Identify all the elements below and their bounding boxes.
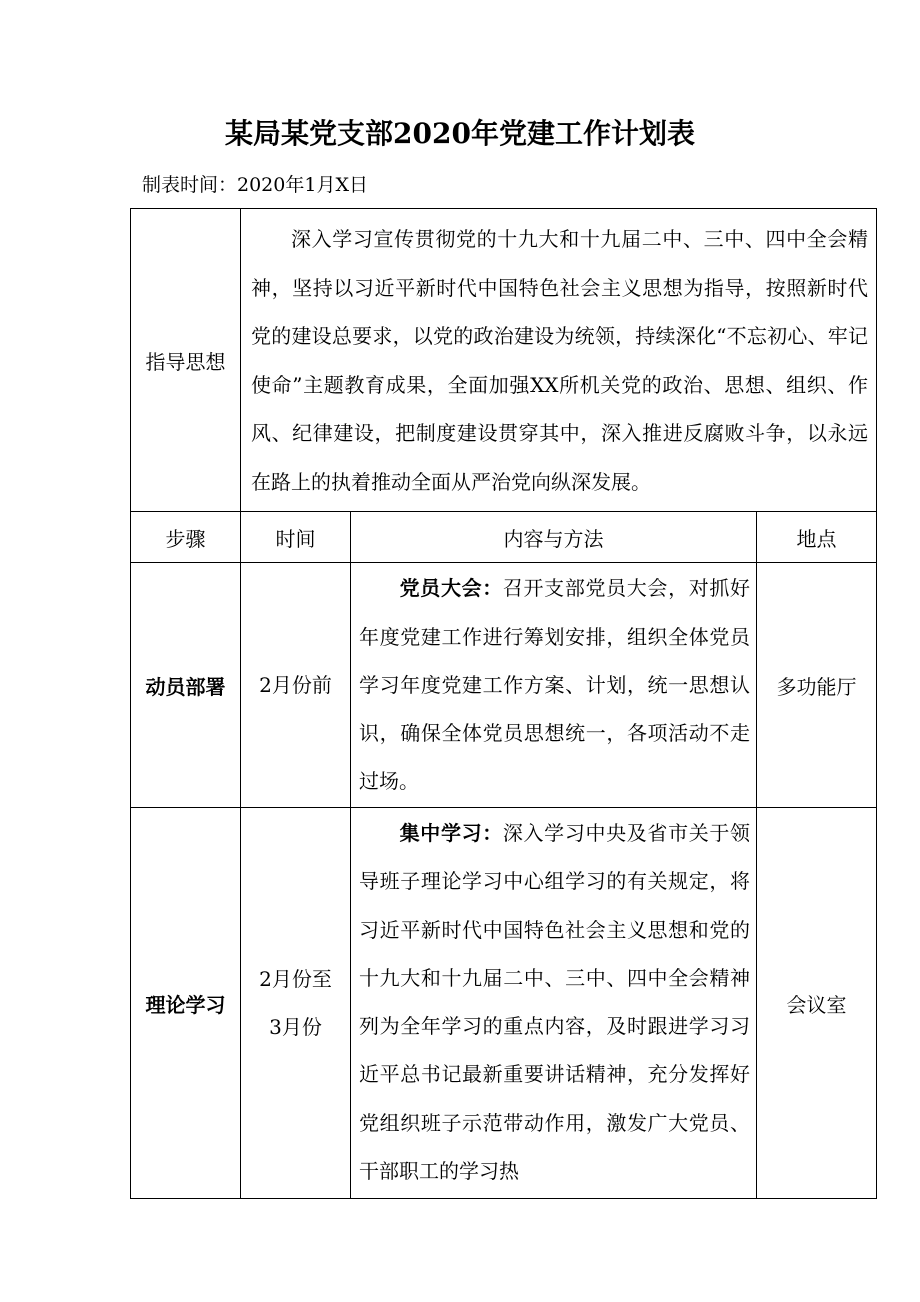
step-cell: 动员部署: [131, 563, 241, 808]
content-lead: 党员大会：: [399, 576, 503, 601]
guide-row: [131, 209, 877, 512]
header-location: 地点: [757, 512, 877, 563]
time-line: 3月份: [269, 1015, 322, 1039]
table-row: [131, 808, 877, 1199]
time-cell: 2月份前: [241, 563, 351, 808]
date-line: 制表时间：2020年1月X日: [142, 174, 368, 196]
content-text: 召开支部党员大会，对抓好年度党建工作进行筹划安排，组织全体党员学习年度党建工作方案、计划，统一思想认识，确保全体党员思想统一，各项活动不走过场。: [359, 576, 751, 794]
content-lead: 集中学习：: [399, 821, 503, 845]
table-header-row: [131, 512, 877, 563]
guide-text: 深入学习宣传贯彻党的十九大和十九届二中、三中、四中全会精神，坚持以习近平新时代中国特色社会主义思想为指导，按照新时代党的建设总要求，以党的政治建设为统领，持续深化“不忘初心、牢记使命”主题教育成果，全面加强XX所机关党的政治、思想、组织、作风、纪律建设，把制度建设贯穿其中，深入推进反腐败斗争，以永远在路上的执着推动全面从严治党向纵深发展。: [241, 209, 877, 512]
content-cell: [351, 808, 757, 1199]
location-cell: 多功能厅: [757, 563, 877, 808]
step-cell: 理论学习: [131, 808, 241, 1199]
page-title: 某局某党支部2020年党建工作计划表: [225, 117, 695, 150]
plan-table: [130, 208, 877, 1199]
header-content: 内容与方法: [351, 512, 757, 563]
content-text: 深入学习中央及省市关于领导班子理论学习中心组学习的有关规定，将习近平新时代中国特色社会主义思想和党的十九大和十九届二中、三中、四中全会精神列为全年学习的重点内容，及时跟进学习习近平总书记最新重要讲话精神，充分发挥好党组织班子示范带动作用，激发广大党员、干部职工的学习热: [359, 821, 751, 1184]
time-line: 2月份至: [259, 967, 332, 991]
location-cell: 会议室: [757, 808, 877, 1199]
content-cell: [351, 563, 757, 808]
header-step: 步骤: [131, 512, 241, 563]
header-time: 时间: [241, 512, 351, 563]
time-cell: [241, 808, 351, 1199]
table-row: [131, 563, 877, 808]
guide-label: 指导思想: [131, 209, 241, 512]
